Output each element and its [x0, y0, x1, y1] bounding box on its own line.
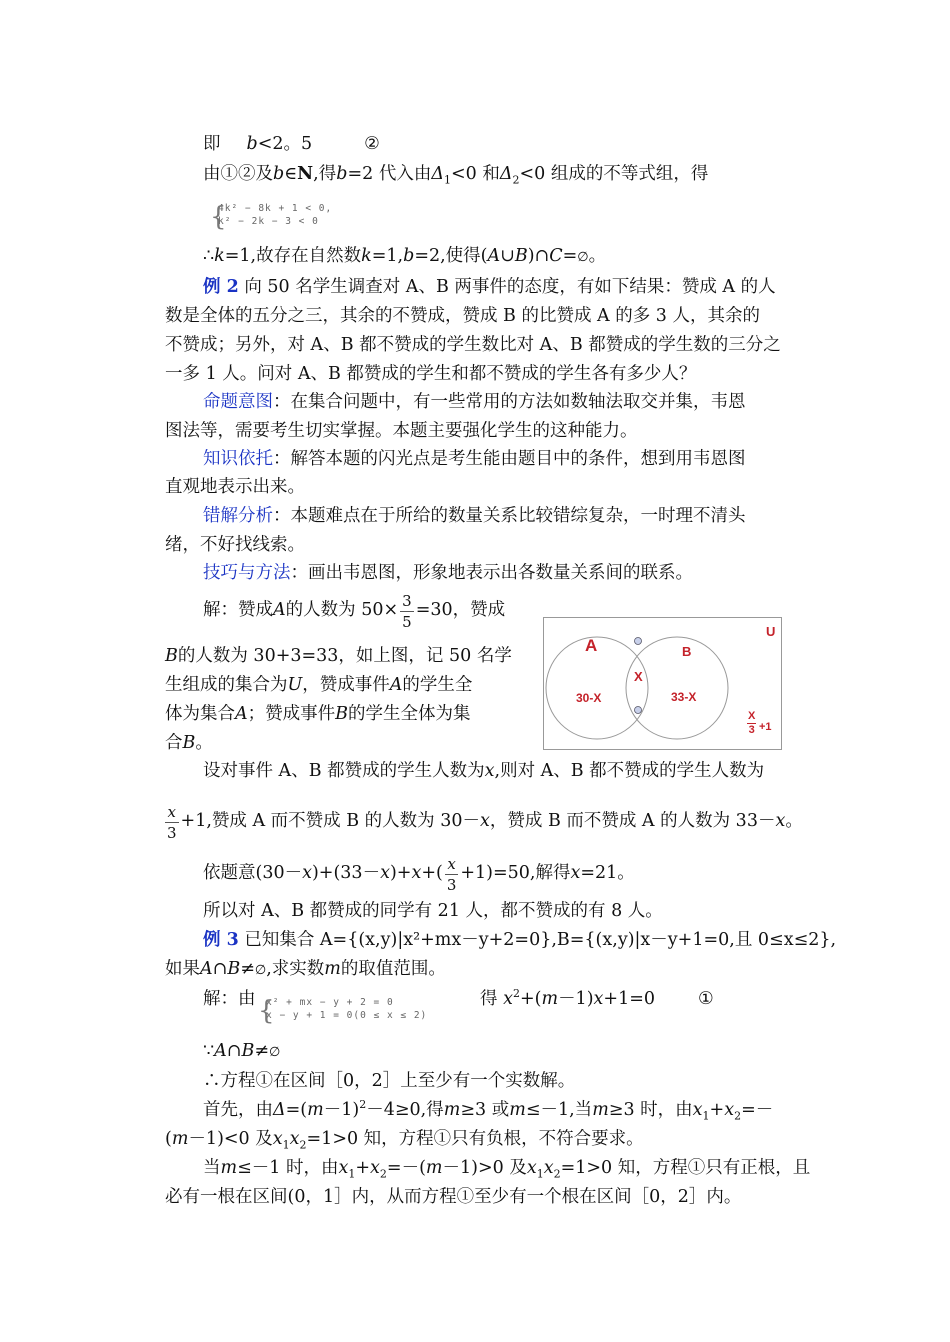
text-line: 由①②及b∈N,得b=2 代入由$\Delta_1<0$ 和$\Delta_2<0$ 组成的不等式组，得: [203, 164, 709, 187]
text-line: 解：由: [203, 989, 256, 1009]
intersection-point: [635, 707, 642, 714]
example-3-line-1: 例 3 已知集合 A={(x,y)|x²+mx－y+2=0},B={(x,y)|x－y+1=0,且 0≤x≤2},: [203, 930, 837, 950]
inequality-system: { 4k² − 8k + 1 < 0, k² − 2k − 3 < 0: [210, 202, 333, 232]
text-line: 如果A∩B≠∅,求实数m的取值范围。: [165, 959, 446, 979]
text-line: 必有一根在区间(0，1］内，从而方程①至少有一个根在区间［0，2］内。: [165, 1187, 742, 1207]
text-line: (m－1)<0 及$x_1x_2=1>0$ 知，方程①只有负根，不符合要求。: [165, 1129, 644, 1152]
text-line: ∴方程①在区间［0，2］上至少有一个实数解。: [203, 1071, 576, 1091]
equation-system: { x² + mx − y + 2 = 0 x − y + 1 = 0(0 ≤ x ≤ 2): [258, 996, 428, 1026]
text-line: 当m≤－1 时，由$x_1+x_2=-(m-1)>0$ 及$x_1x_2=1>0$ 知，方程①只有正根，且: [203, 1158, 811, 1181]
example-label: 例 3: [203, 930, 239, 950]
empty-set-symbol: ∅: [577, 250, 589, 265]
text-line: 技巧与方法：画出韦恩图，形象地表示出各数量关系间的联系。: [203, 563, 693, 583]
universe-label: U: [766, 624, 776, 639]
text-line: 得 $x^2+(m-1)x+1=0$: [480, 987, 656, 1009]
text-line: 知识依托：解答本题的闪光点是考生能由题目中的条件，想到用韦恩图: [203, 449, 746, 469]
circled-number: ②: [364, 134, 380, 154]
text-line: 依题意(30－x)+(33－x)+x+( $\frac{x}{3}$ +1)=50,解得x=21。: [203, 855, 635, 894]
text-line: 数是全体的五分之三，其余的不赞成，赞成 B 的比赞成 A 的多 3 人，其余的: [165, 306, 761, 326]
text-line: 命题意图：在集合问题中，有一些常用的方法如数轴法取交并集，韦恩: [203, 392, 746, 412]
text-line: 错解分析：本题难点在于所给的数量关系比较错综复杂，一时理不清头: [203, 506, 746, 526]
text-line: 一多 1 人。问对 A、B 都赞成的学生和都不赞成的学生各有多少人？: [165, 364, 697, 384]
b-only-label: 33-X: [671, 690, 697, 704]
fraction: $\frac{x}{3}$: [167, 803, 177, 842]
text-line: 体为集合A；赞成事件B的学生全体为集: [165, 704, 471, 724]
example-2-line-1: 例 2 向 50 名学生调查对 A、B 两事件的态度，有如下结果：赞成 A 的人: [203, 277, 776, 297]
text-line: 所以对 A、B 都赞成的同学有 21 人，都不赞成的有 8 人。: [203, 901, 663, 921]
text-line: 解：赞成A的人数为 50× $\frac{3}{5}$ =30，赞成: [203, 592, 506, 631]
set-b-circle: [626, 637, 728, 739]
a-only-label: 30-X: [576, 691, 602, 705]
text-line: 首先，由$\Delta=(m-1)^2-4\ge 0$,得m≥3 或m≤－1,当m≥3 时，由$x_1+x_2=-$: [203, 1098, 774, 1123]
venn-diagram: A B U X 30-X 33-X X 3 +1: [543, 617, 782, 750]
empty-set-symbol: ∅: [254, 963, 267, 978]
text-line: ∵A∩B≠∅: [203, 1041, 281, 1061]
text-line: B的人数为 30+3=33，如上图，记 50 名学: [165, 646, 512, 666]
set-a-label: A: [585, 636, 598, 655]
text-line: $\frac{x}{3}$ +1,赞成 A 而不赞成 B 的人数为 30－x，赞成 B 而不赞成 A 的人数为 33－x。: [167, 803, 803, 842]
section-label: 命题意图: [203, 392, 273, 412]
intersection-label: X: [634, 669, 643, 684]
fraction: $\frac{3}{5}$: [402, 592, 412, 631]
text-line: 即 b<2。5 ②: [203, 134, 380, 154]
section-label: 错解分析: [203, 506, 273, 526]
text-line: 合B。: [165, 733, 213, 753]
text-line: 设对事件 A、B 都赞成的学生人数为x,则对 A、B 都不赞成的学生人数为: [203, 761, 765, 781]
section-label: 技巧与方法: [203, 563, 291, 583]
text-line: 绪，不好找线索。: [165, 535, 305, 555]
fraction: $\frac{x}{3}$: [446, 855, 457, 894]
section-label: 知识依托: [203, 449, 273, 469]
empty-set-symbol: ∅: [269, 1045, 281, 1060]
text-line: 不赞成；另外，对 A、B 都不赞成的学生数比对 A、B 都赞成的学生数的三分之: [165, 335, 781, 355]
text-line: 图法等，需要考生切实掌握。本题主要强化学生的这种能力。: [165, 421, 638, 441]
intersection-point: [635, 638, 642, 645]
set-b-label: B: [682, 644, 692, 659]
text-line: ∴k=1,故存在自然数k=1,b=2,使得(A∪B)∩C=∅。: [203, 246, 607, 266]
example-label: 例 2: [203, 277, 239, 297]
outside-label: X 3: [748, 710, 756, 736]
text-line: 直观地表示出来。: [165, 477, 305, 497]
circled-number: ①: [698, 989, 714, 1009]
text-line: 生组成的集合为U，赞成事件A的学生全: [165, 675, 473, 695]
